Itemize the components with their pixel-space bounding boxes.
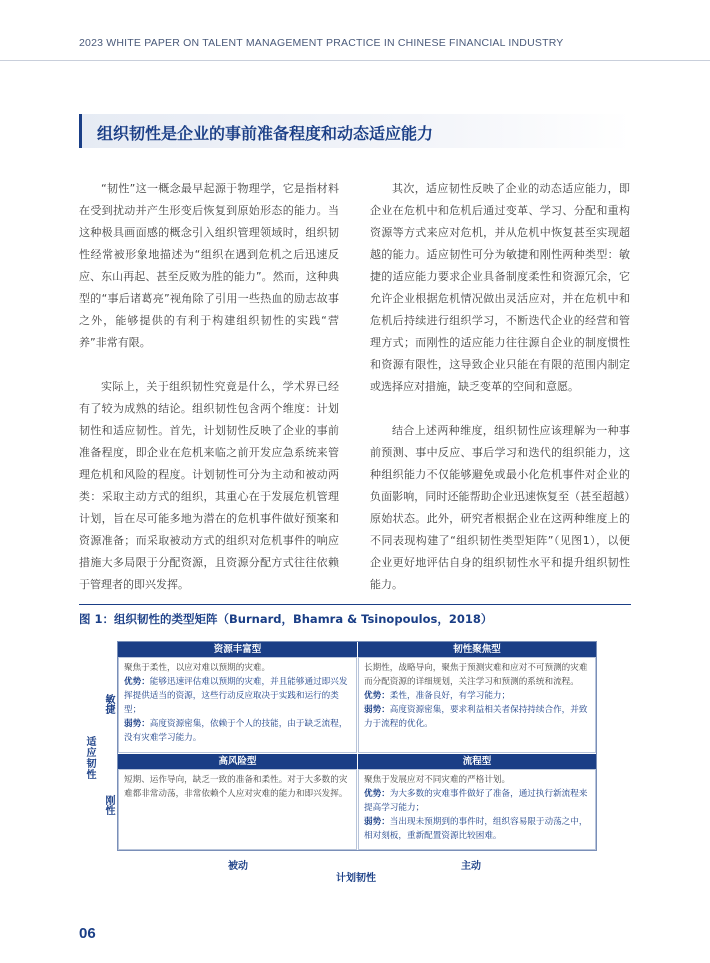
section-title: 组织韧性是企业的事前准备程度和动态适应能力	[97, 124, 434, 143]
page-number: 06	[79, 925, 96, 942]
cell-advantage	[364, 689, 590, 703]
advantage-text: 能够迅速评估难以预期的灾难，并且能够通过即兴发挥提供适当的资源，这些行动反应取决于实践和运行的类型；	[124, 677, 348, 715]
cell-weakness	[364, 815, 590, 843]
cell-title-resourceful: 资源丰富型	[118, 642, 357, 657]
weakness-text: 高度资源密集，依赖于个人的技能，由于缺乏流程，没有灾难学习能力。	[124, 719, 348, 743]
body-column-left	[79, 178, 339, 618]
cell-title-process: 流程型	[358, 754, 596, 769]
cell-weakness	[364, 703, 590, 731]
weakness-label: 弱势：	[124, 719, 150, 729]
running-header: 2023 WHITE PAPER ON TALENT MANAGEMENT PRACTICE IN CHINESE FINANCIAL INDUSTRY	[79, 37, 564, 49]
cell-high-risk	[118, 769, 357, 850]
header-divider	[0, 60, 710, 61]
cell-title-resilience-focused: 韧性聚焦型	[358, 642, 596, 657]
advantage-label: 优势：	[364, 789, 390, 799]
body-paragraph: 结合上述两种维度，组织韧性应该理解为一种事前预测、事中反应、事后学习和迭代的组织能力，这种组织能力不仅能够避免或最小化危机事件对企业的负面影响，同时还能帮助企业迅速恢复至（甚至超越）原始状态。此外，研究者根据企业在这两种维度上的不同表现构建了“组织韧性类型矩阵”（见图1），以便企业更好地评估自身的组织韧性水平和提升组织韧性能力。	[370, 424, 630, 591]
advantage-text: 为大多数的灾难事件做好了准备，通过执行新流程来提高学习能力；	[364, 789, 588, 813]
y-axis-label: 适应韧性	[84, 736, 95, 780]
weakness-text: 高度资源密集，要求利益相关者保持持续合作，并致力于流程的优化。	[364, 705, 588, 729]
cell-description: 短期、运作导向，缺乏一致的准备和柔性。对于大多数的灾难都非常动荡，非常依赖个人应对灾难的能力和即兴发挥。	[124, 775, 348, 799]
body-paragraph: “韧性”这一概念最早起源于物理学，它是指材料在受到扰动并产生形变后恢复到原始形态的能力。当这种极具画面感的概念引入组织管理领域时，组织韧性经常被形象地描述为“组织在遇到危机之后迅速反应、东山再起、甚至反败为胜的能力”。然而，这种典型的“事后诸葛亮”视角除了引用一些热血的励志故事之外，能够提供的有利于构建组织韧性的实践“营养”非常有限。	[79, 182, 339, 349]
cell-advantage	[124, 675, 351, 717]
body-column-right	[370, 178, 630, 618]
figure-caption: 图 1：组织韧性的类型矩阵（Burnard，Bhamra & Tsinopoulos，2018）	[79, 612, 493, 626]
row-label-agile: 敏捷	[103, 694, 114, 714]
resilience-type-matrix	[117, 641, 597, 851]
cell-process	[358, 769, 596, 850]
cell-weakness	[124, 717, 351, 745]
body-paragraph: 其次，适应韧性反映了企业的动态适应能力，即企业在危机中和危机后通过变革、学习、分配和重构资源等方式来应对危机，并从危机中恢复甚至实现超越的能力。适应韧性可分为敏捷和刚性两种类型：敏捷的适应能力要求企业具备制度柔性和资源冗余，它允许企业根据危机情况做出灵活应对，并在危机中和危机后持续进行组织学习，不断迭代企业的经营和管理方式；而刚性的适应能力往往源自企业的制度惯性和资源有限性，这导致企业只能在有限的范围内制定或选择应对措施，缺乏变革的空间和意愿。	[370, 182, 630, 393]
weakness-label: 弱势：	[364, 705, 390, 715]
col-label-active: 主动	[461, 861, 481, 872]
x-axis-label: 计划韧性	[336, 873, 376, 884]
advantage-label: 优势：	[364, 691, 390, 701]
cell-description: 长期性，战略导向，聚焦于预测灾难和应对不可预测的灾难而分配资源的详细规划，关注学习和预测的系统和流程。	[364, 663, 588, 687]
col-label-passive: 被动	[228, 861, 248, 872]
cell-resourceful	[118, 657, 357, 753]
row-label-rigid: 刚性	[103, 795, 114, 815]
weakness-label: 弱势：	[364, 817, 390, 827]
cell-title-high-risk: 高风险型	[118, 754, 357, 769]
weakness-text: 当出现未预期到的事件时，组织容易限于动荡之中，相对刻板，重新配置资源比较困难。	[364, 817, 588, 841]
cell-description: 聚焦于柔性，以应对难以预期的灾难。	[124, 663, 271, 673]
cell-description: 聚焦于发展应对不同灾难的严格计划。	[364, 775, 511, 785]
figure-divider	[79, 604, 631, 605]
advantage-label: 优势：	[124, 677, 150, 687]
cell-advantage	[364, 787, 590, 815]
body-paragraph: 实际上，关于组织韧性究竟是什么，学术界已经有了较为成熟的结论。组织韧性包含两个维度：计划韧性和适应韧性。首先，计划韧性反映了企业的事前准备程度，即企业在危机来临之前开发应急系统来管理危机和风险的程度。计划韧性可分为主动和被动两类：采取主动方式的组织，其重心在于发展危机管理计划，旨在尽可能多地为潜在的危机事件做好预案和资源准备；而采取被动方式的组织对危机事件的响应措施大多局限于分配资源，且资源分配方式往往依赖于管理者的即兴发挥。	[79, 380, 339, 591]
cell-resilience-focused	[358, 657, 596, 753]
section-title-accent-bar	[79, 114, 82, 148]
advantage-text: 柔性，准备良好，有学习能力；	[389, 691, 511, 701]
